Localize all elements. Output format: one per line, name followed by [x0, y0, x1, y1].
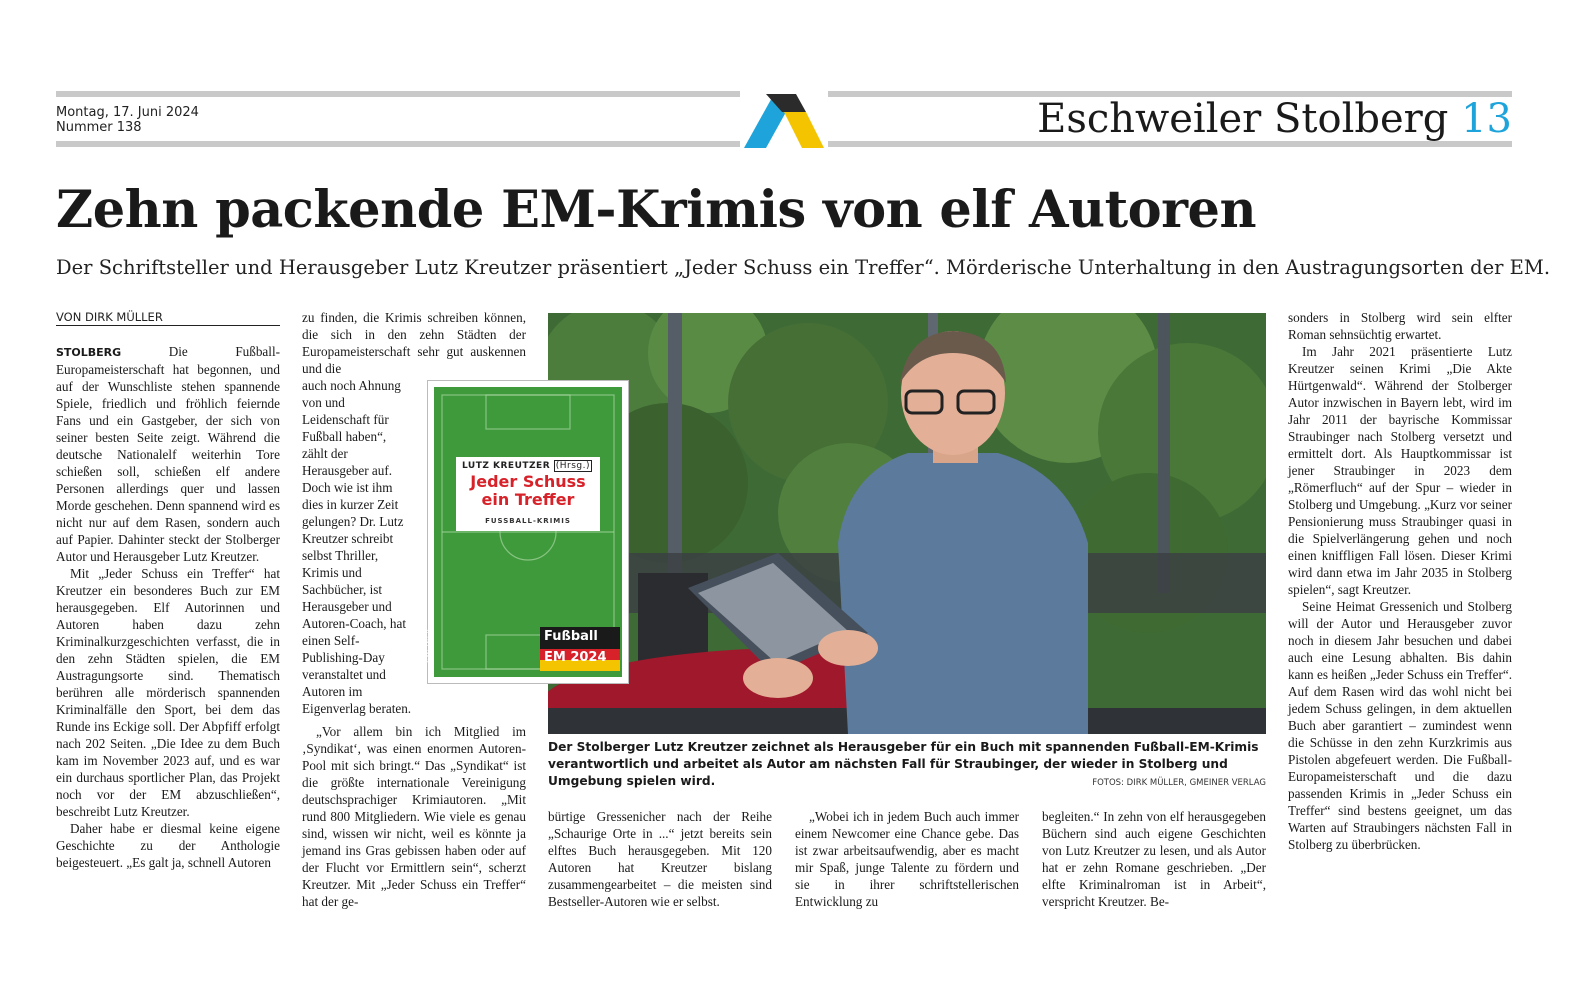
- issue-number: Nummer 138: [56, 120, 142, 135]
- paragraph: sonders in Stolberg wird sein elfter Roman sehnsüchtig erwartet.: [1288, 310, 1512, 342]
- paragraph: Seine Heimat Gressenich und Stolberg will der Autor und Herausgeber zuvor noch in diesem Jahr besuchen und dabei auch eine Lesung abhalten. Bis dahin kann es heißen „Jeder Schuss ein Treffer“. Auf dem Rasen wird das wohl nicht bei jedem Schuss gelingen, in dem aktuellen Buch aber garantiert – zumindest wenn die Schüsse in den zehn Kurzkrimis aus Pistolen abgefeuert werden. Die Fußball-Europameisterschaft und die dazu passenden Krimis in „Jeder Schuss ein Treffer“ sind bestens geeignet, um das Warten auf Straubingers nächsten Fall in Stolberg zu überbrücken.: [1288, 599, 1512, 852]
- author-photo: [548, 313, 1266, 734]
- text-column-5: [1042, 808, 1266, 910]
- issue-date: Montag, 17. Juni 2024: [56, 105, 199, 120]
- book-genre: FUSSBALL-KRIMIS: [485, 517, 571, 525]
- book-author-role: (Hrsg.): [555, 461, 591, 471]
- masthead-rule-bottom-left: [56, 141, 740, 147]
- book-publisher: GMEINER: [425, 628, 433, 663]
- paragraph: [56, 343, 280, 565]
- text-column-1: [56, 343, 280, 871]
- paragraph: bürtige Gressenicher nach der Reihe „Schaurige Orte in ...“ jetzt bereits sein elftes Buch herausgegeben. Mit 120 Autoren hat Kreutzer bislang zusammengearbeitet – die meisten sind Bestseller-Autoren wie er selbst.: [548, 809, 772, 909]
- book-cover: [425, 381, 628, 683]
- paragraph: zu finden, die Krimis schreiben können, die sich in den zehn Städten der Europameisterschaft sehr gut auskennen und die: [302, 310, 526, 376]
- byline: VON DIRK MÜLLER: [56, 310, 163, 324]
- book-cover-field: [425, 387, 622, 677]
- article-subheadline: Der Schriftsteller und Herausgeber Lutz Kreutzer präsentiert „Jeder Schuss ein Treffer“. Mörderische Unterhaltung in den Austragungsorten der EM.: [56, 256, 1551, 279]
- book-badge: [540, 627, 620, 671]
- text-column-2-bottom: [302, 723, 526, 910]
- photo-credit: FOTOS: DIRK MÜLLER, GMEINER VERLAG: [1092, 778, 1266, 788]
- book-author-name: LUTZ KREUTZER: [462, 461, 551, 471]
- book-author: [462, 461, 592, 471]
- paragraph: begleiten.“ In zehn von elf herausgegeben Büchern sind auch eigene Geschichten von Lutz Kreutzer zu lesen, und als Autor hat er zehn Romane geschrieben. „Der elfte Kriminalroman ist in Arbeit“, verspricht Kreutzer. Be-: [1042, 809, 1266, 909]
- paragraph: Mit „Jeder Schuss ein Treffer“ hat Kreutzer ein besonderes Buch zur EM herausgegeben. Elf Autorinnen und Autoren haben dazu zehn Kriminalkurzgeschichten verfasst, die in den zehn Städten spielen, die EM Austragungsorte sind. Thematisch berühren alle mörderisch spannenden Kriminalfälle den Sport, bei dem das Runde ins Eckige soll. Der Abpfiff erfolgt nach 202 Seiten. „Die Idee zu dem Buch kam im November 2023 auf, und es war ein durchaus sportlicher Plan, das Projekt noch vor der EM abzuschließen“, beschreibt Lutz Kreutzer.: [56, 566, 280, 819]
- badge-line-1: Fußball: [544, 629, 598, 644]
- paragraph: „Wobei ich in jedem Buch auch immer einem Newcomer eine Chance gebe. Das ist zwar arbeitsaufwendig, aber es macht mir Spaß, junge Talente zu fördern und sie in ihrer schriftstellerischen Entwicklung zu: [795, 809, 1019, 909]
- paragraph-text: Die Fußball-Europameisterschaft hat begonnen, und auf der Wunschliste stehen spannende Spiele, friedlich und fröhlich feiernde Fans und ein Gastgeber, der sich von seiner besten Seite zeigt. Während die deutsche Nationalelf weiterhin Tore schießen soll, schießen elf andere Personen allerdings quer und lassen Morde geschehen. Denn spannend wird es nicht nur auf dem Rasen, sondern auch auf Papier. Dahinter steckt der Stolberger Autor und Herausgeber Lutz Kreutzer.: [56, 344, 281, 564]
- photo-caption: Der Stolberger Lutz Kreutzer zeichnet als Herausgeber für ein Buch mit spannenden Fußball-EM-Krimis verantwortlich und arbeitet als Autor am nächsten Fall für Straubinger, der wieder in Stolberg und Umgebung spielen wird.: [548, 740, 1259, 788]
- badge-line-2: EM 2024: [544, 650, 607, 665]
- newspaper-logo-icon: [744, 90, 824, 148]
- book-title-card: [456, 457, 600, 531]
- section-title: [1037, 95, 1512, 143]
- dateline: STOLBERG: [56, 346, 122, 359]
- section-name: Eschweiler Stolberg: [1037, 96, 1449, 142]
- text-column-2-top: [302, 309, 526, 377]
- paragraph: Im Jahr 2021 präsentierte Lutz Kreutzer seinen Krimi „Die Akte Hürtgenwald“. Während der Stolberger Autor inzwischen in Bayern lebt, wird im Jahr 2011 der bayrische Kommissar Straubinger nach Stolberg versetzt und ermittelt dort. Als Hauptkommissar ist jener Straubinger in 2023 dem „Römerfluch“ auf der Spur – wieder in Stolberg und Umgebung. „Kurz vor seiner Pensionierung muss Straubinger quasi in die Spielverlängerung gehen und noch einen kniffligen Fall lösen. Dieser Krimi wird dann etwa im Jahr 2035 in Stolberg spielen“, sagt Kreutzer.: [1288, 344, 1512, 597]
- paragraph: „Vor allem bin ich Mitglied im ‚Syndikat‘, was einen enormen Autoren-Pool mit sich bringt.“ Das „Syndikat“ ist die größte internationale Vereinigung deutschsprachiger Krimiautoren. „Mit rund 800 Mitgliedern. Wie viele es genau sind, wissen wir nicht, weil es könnte ja jemand ins Gras gebissen haben oder auf der Flucht vor Ermittlern sein“, scherzt Kreutzer. Mit „Jeder Schuss ein Treffer“ hat der ge-: [302, 724, 526, 909]
- page-number: 13: [1461, 96, 1512, 142]
- paragraph: Daher habe er diesmal keine eigene Geschichte zu der Anthologie beigesteuert. „Es galt ja, schnell Autoren: [56, 821, 280, 870]
- text-column-6: [1288, 309, 1512, 853]
- text-column-3: [548, 808, 772, 910]
- book-title: Jeder Schuss ein Treffer: [470, 472, 586, 509]
- article-headline: Zehn packende EM-Krimis von elf Autoren: [56, 180, 1257, 240]
- masthead-rule-top-left: [56, 91, 740, 97]
- paragraph: auch noch Ahnung von und Leidenschaft für Fußball haben“, zählt der Herausgeber auf. Doch wie ist ihm dies in kurzer Zeit gelungen? Dr. Lutz Kreutzer schreibt selbst Thriller, Krimis und Sachbücher, ist Herausgeber und Autoren-Coach, hat einen Self-Publishing-Day veranstaltet und Autoren im Eigenverlag beraten.: [302, 378, 412, 716]
- byline-rule: [56, 325, 280, 326]
- text-column-4: [795, 808, 1019, 910]
- text-column-2-narrow: [302, 377, 414, 717]
